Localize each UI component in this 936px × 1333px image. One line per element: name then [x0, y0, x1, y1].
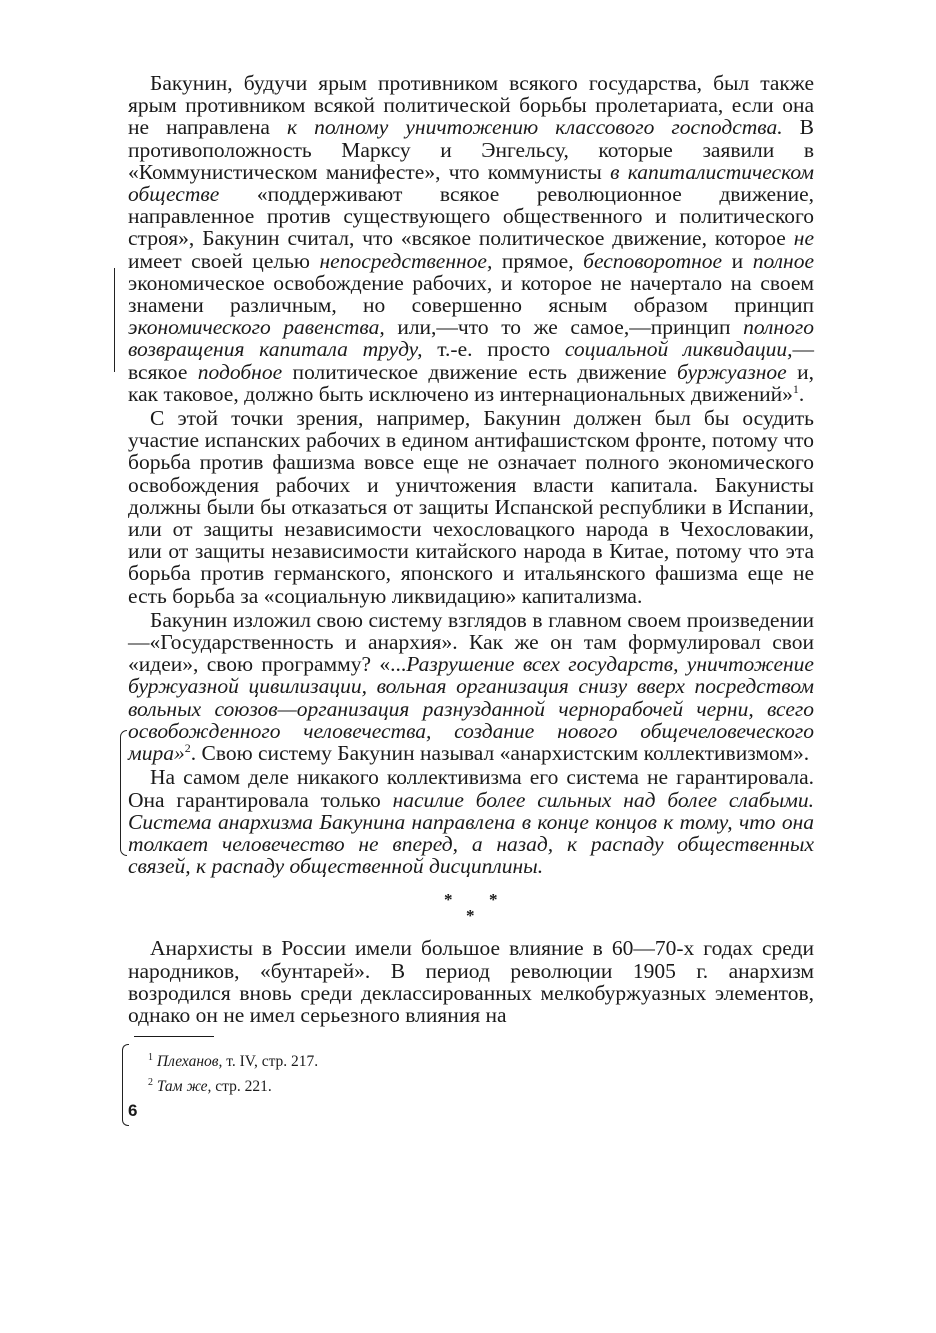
- text-run: политическое движение есть движение: [282, 359, 678, 384]
- footnote-author: Там же,: [156, 1078, 212, 1096]
- footnote-text: т. IV, стр. 217.: [222, 1053, 319, 1071]
- footnote-number: 2: [148, 1077, 153, 1089]
- footnote-rule: [134, 1036, 214, 1037]
- footnote: [128, 1047, 814, 1072]
- italic-run: Разрушение всех государств, уничтожение буржуазной цивилизации, вольная организация снизу вверх посредством вольных союзов—организация разнузданной чернорабочей черни, всего освобожденного человечества, создание нового общечеловеческого мира»: [128, 652, 814, 766]
- text-run: и, как таковое, должно быть исключено из интернациональных движений»: [128, 359, 814, 406]
- text-run: Бакунин, будучи ярым противником всякого государства, был также ярым противником всякой политической борьбы пролетариата, если она не направлена: [128, 71, 814, 140]
- margin-bracket-mark: [120, 730, 127, 856]
- italic-run: к полному уничтожению классового господства.: [286, 115, 783, 140]
- italic-run: подобное: [197, 359, 283, 384]
- italic-run: полного возвращения капитала труду,: [128, 315, 814, 362]
- paragraph: С этой точки зрения, например, Бакунин должен был бы осудить участие испанских рабочих в едином антифашистском фронте, потому что борьба против фашизма вовсе еще не означает полного экономического освобождения рабочих и уничтожения власти капитала. Бакунисты должны были бы отказаться от защиты Испанской республики в Испании, или от защиты независимости чехословацкого народа в Чехословакии, или от защиты независимости китайского народа в Китае, потому что эта борьба против германского, японского и итальянского фашизма еще не есть борьба за «социальную ликвидацию» капитализма.: [128, 406, 814, 608]
- asterisk: *: [444, 890, 453, 910]
- text-run: Бакунин изложил свою систему взглядов в главном своем произведении—«Государственность и анархия». Как же он там формулировал свои «идеи», свою программу? «...: [128, 607, 814, 677]
- text-run: или,—что то же самое,—принцип: [384, 315, 744, 340]
- text-run: имеет своей целью: [128, 248, 320, 273]
- italic-run: социальной ликвидации,: [564, 337, 793, 362]
- italic-run: не: [793, 226, 814, 251]
- italic-run: буржуазное: [677, 359, 787, 384]
- paragraph: [128, 72, 814, 405]
- footnote: [128, 1072, 814, 1097]
- section-separator: [128, 889, 814, 937]
- footnote-ref: 2: [184, 740, 191, 755]
- asterisk: *: [489, 890, 498, 910]
- footnote-author: Плеханов,: [156, 1053, 223, 1071]
- text-run: .: [798, 381, 805, 406]
- text-run: В противоположность Марксу и Энгельсу, которые заявили в «Коммунистическом манифесте», что коммунисты: [128, 115, 814, 184]
- asterisk: *: [466, 906, 475, 926]
- text-run: «поддерживают всякое революционное движение, направленное против существующего общественного и политического строя», Бакунин считал, что «всякое политическое движение, которое: [128, 182, 814, 251]
- italic-run: насилие более сильных над более слабыми. Система анархизма Бакунина направлена в конце концов к тому, что она толкает человечество не вперед, а назад, к распаду общественных связей, к распаду общественной дисциплины.: [128, 787, 814, 879]
- footnote-text: стр. 221.: [211, 1078, 272, 1096]
- text-run: и: [722, 248, 753, 273]
- italic-run: полное: [752, 248, 814, 273]
- page-number: 6: [128, 1101, 138, 1121]
- text-run: прямое,: [492, 248, 584, 273]
- text-run: На самом деле никакого коллективизма его система не гарантировала. Она гарантировала только: [128, 765, 814, 812]
- footnote-ref: 1: [792, 381, 799, 396]
- paragraph: [128, 766, 814, 877]
- text-run: экономическое освобождение рабочих, и которое не начертало на своем знамени различным, но совершенно ясным образом принцип: [128, 270, 814, 318]
- text-run: т.-е. просто: [422, 337, 565, 362]
- paragraph: [128, 609, 814, 764]
- italic-run: экономического равенства,: [128, 315, 385, 340]
- paragraph: Анархисты в России имели большое влияние в 60—70-х годах среди народников, «бунтарей». В период революции 1905 г. анархизм возродился вновь среди деклассированных мелкобуржуазных элементов, однако он не имел серьезного влияния на: [128, 936, 814, 1027]
- italic-run: бесповоротное: [583, 248, 723, 273]
- footnote-number: 1: [148, 1052, 153, 1064]
- italic-run: в капиталистическом обществе: [128, 159, 814, 207]
- italic-run: непосредственное,: [319, 248, 493, 273]
- footnotes: [128, 1047, 814, 1097]
- text-run: —всякое: [128, 337, 814, 384]
- margin-line-mark: [114, 268, 115, 372]
- text-run: . Свою систему Бакунин называл «анархистским коллективизмом».: [190, 741, 810, 766]
- document-page: [128, 72, 814, 1121]
